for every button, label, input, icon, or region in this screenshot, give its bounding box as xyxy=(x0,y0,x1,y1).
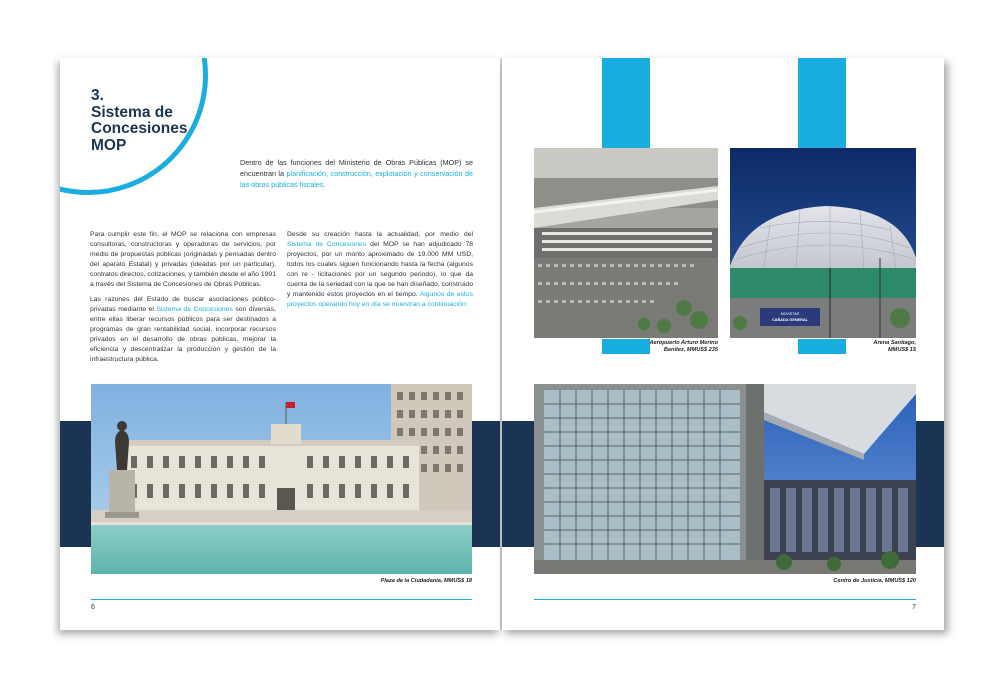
text-column-1 xyxy=(90,230,276,370)
footer-rule-left xyxy=(91,599,472,600)
section-title-line-3: MOP xyxy=(91,136,127,154)
section-title xyxy=(91,88,187,154)
photo-plaza-ciudadania xyxy=(91,384,472,574)
column-1-paragraph-1: Para cumplir este fin, el MOP se relaciona con empresas consultoras, constructoras y operadoras de servicios, por medio de propuestas públicas (originadas y pensadas dentro del aparato Estatal) y privadas (ideadas por un particular), contratos directos, cotizaciones, y también desde el año 1991 a través del Sistema de Concesiones de Obras Públicas. xyxy=(90,231,276,288)
footer-rule-right xyxy=(534,599,916,600)
photo-caption-plaza: Plaza de la Ciudadanía, MMUS$ 18 xyxy=(380,578,472,584)
accent-stripe-1-top xyxy=(602,58,650,148)
section-title-line-1: Sistema de xyxy=(91,103,173,121)
plaza-ciudadania-illustration xyxy=(91,384,472,574)
caption-arena-line-2: MMUS$ 15 xyxy=(888,347,916,353)
photo-centro-justicia xyxy=(534,384,916,574)
photo-caption-justicia: Centro de Justicia, MMUS$ 120 xyxy=(833,578,916,584)
right-page xyxy=(502,58,944,630)
column-2-text-middle: del MOP se han adjudicado 78 proyectos, por un monto aproximado de 19.000 MM USD, todos los cuales siguen funcionando hasta la fecha (algunos con re - licitaciones por un segundo periodo), lo que da cuenta de la seriedad con la que se han diseñado, construido y mantenido estos proyectos en el tiempo. xyxy=(287,241,474,298)
photo-caption-arena xyxy=(802,340,916,354)
column-2-text: Desde su creación hasta la actualidad, por medio del xyxy=(287,231,473,238)
intro-paragraph xyxy=(240,158,473,190)
column-1-paragraph-2 xyxy=(90,295,276,365)
text-column-2 xyxy=(287,230,473,315)
left-page xyxy=(60,58,500,630)
intro-text: Dentro de las funciones del Ministerio de Obras Públicas (MOP) se encuentran la xyxy=(240,158,473,178)
column-2-highlight-1: Sistema de Concesiones xyxy=(287,241,367,248)
photo-arena-santiago xyxy=(730,148,916,338)
paragraph-2-text: Las razones del Estado de buscar asociaciones público-privadas mediante el xyxy=(90,296,276,313)
photo-aeropuerto xyxy=(534,148,718,338)
accent-stripe-2-top xyxy=(798,58,846,148)
arena-sign-line-1: MOVISTAR xyxy=(780,312,800,316)
page-number-left: 6 xyxy=(91,604,95,611)
photo-caption-aeropuerto xyxy=(614,340,718,354)
caption-aeropuerto-line-2: Benítez, MMUS$ 235 xyxy=(663,347,718,353)
page-number-right: 7 xyxy=(912,604,916,611)
paragraph-2-highlight: Sistema de Concesiones xyxy=(156,306,233,313)
column-2-paragraph xyxy=(287,230,473,310)
section-title-line-2: Concesiones xyxy=(91,120,188,137)
section-number: 3. xyxy=(91,87,104,104)
arena-santiago-illustration xyxy=(730,148,916,338)
caption-arena-line-1: Arena Santiago, xyxy=(873,340,916,346)
aeropuerto-illustration xyxy=(534,148,718,338)
intro-highlight: planificación, construcción, explotación y conservación de las obras públicas fiscales. xyxy=(240,168,473,189)
arena-sign-line-2: CAÑADA GENERAL xyxy=(772,318,808,322)
column-2-highlight-2: Algunos de estos proyectos operando hoy en día se muestran a continuación: xyxy=(287,291,473,308)
centro-justicia-illustration xyxy=(534,384,916,574)
caption-aeropuerto-line-1: Aeropuerto Arturo Merino xyxy=(649,340,718,346)
paragraph-2-text-end: son diversas, entre ellas liberar recursos públicos para ser destinados a programas de gran rentabilidad social, incorporar recursos privados en el desarrollo de obras públicas, mejorar la eficiencia y descentralizar la producción y gestión de la infraestructura pública. xyxy=(90,306,276,363)
